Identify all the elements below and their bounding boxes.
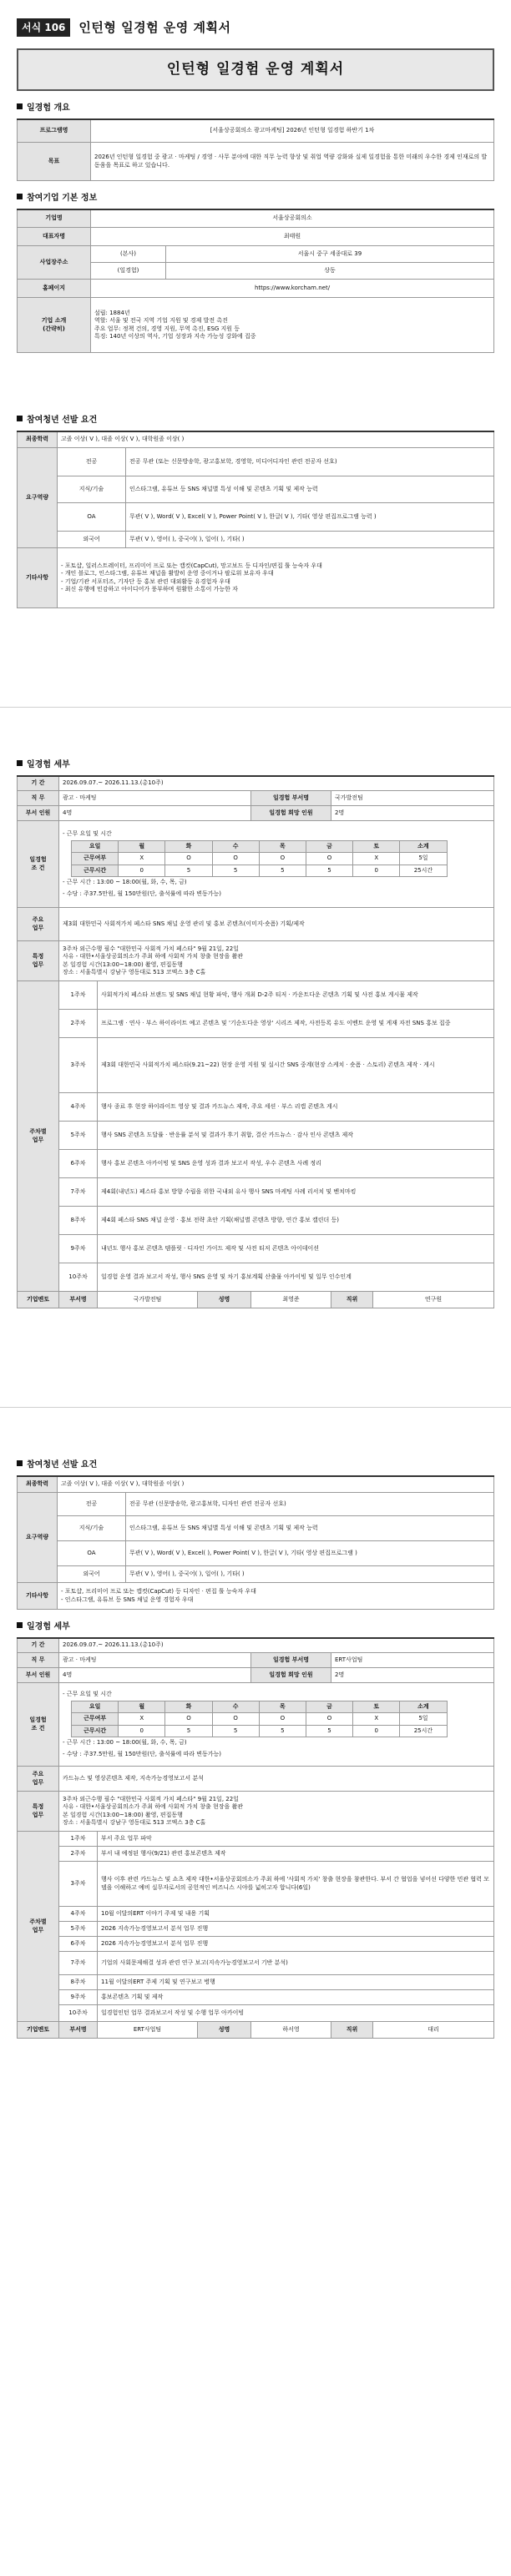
schedule-table bbox=[71, 840, 448, 877]
special-line: 장소 : 서울특별시 강남구 영동대로 513 코엑스 3층 C홀 bbox=[63, 1819, 206, 1827]
etc-line: - 기업/기관 서포터즈, 기자단 등 홍보 관련 대외활동 유경험자 우대 bbox=[61, 577, 230, 585]
etc-line: - 포토샵, 일러스트레이터, 프리미어 프로 또는 캡컷(CapCut), 망고보드 등 디자인/편집 툴 능숙자 우대 bbox=[61, 562, 322, 569]
week-label: 7주차 bbox=[59, 1952, 98, 1975]
work-cell: 5일 bbox=[400, 853, 447, 865]
hours-cell: 5 bbox=[165, 1725, 212, 1737]
day-header: 요일 bbox=[72, 840, 119, 852]
week-task: 프로그램 · 연사 · 부스 하이라이트 예고 콘텐츠 및 '기순도다운 영상' 시리즈 제작, 사전등록 유도 이벤트 운영 및 게재 자전 SNS 홍보 집중 bbox=[98, 1010, 494, 1038]
work-cell: O bbox=[306, 853, 352, 865]
day-header: 소계 bbox=[400, 1701, 447, 1712]
form-title: 인턴형 일경험 운영 계획서 bbox=[78, 19, 231, 35]
form-header bbox=[17, 18, 494, 37]
day-header: 금 bbox=[306, 840, 352, 852]
work-cell: O bbox=[212, 1713, 259, 1725]
week-label: 3주차 bbox=[59, 1038, 98, 1093]
etc-value bbox=[58, 1583, 494, 1610]
dept-value: ERT사업팀 bbox=[331, 1653, 494, 1668]
schedule-table bbox=[71, 1701, 448, 1737]
week-task: 행사 이후 관련 카드뉴스 및 쇼츠 제작 대한•서울상공회의소가 주최 하에 '사회적 가치' 창출 현장을 참관한다. 부서 간 협업을 넣어선 다양한 민관 협력 모델을 이해하고 예비 실무자로서의 공헌적인 비즈니스 시야를 넓히고자 합니다(6일) bbox=[98, 1862, 494, 1907]
section-plan-2: 일경험 세부 bbox=[17, 1621, 494, 1633]
hours-cell: 0 bbox=[353, 865, 400, 876]
cond-title: - 근무 요일 및 시간 bbox=[63, 830, 112, 838]
work-cell: X bbox=[119, 1713, 165, 1725]
week-label: 1주차 bbox=[59, 981, 98, 1010]
day-header: 수 bbox=[212, 1701, 259, 1712]
job-value: 광고 · 마케팅 bbox=[59, 1653, 251, 1668]
mentor-name-value: 하서영 bbox=[251, 2022, 331, 2039]
square-bullet-icon bbox=[17, 416, 23, 421]
week-label: 2주차 bbox=[59, 1010, 98, 1038]
day-header: 요일 bbox=[72, 1701, 119, 1712]
mentor-position-label: 직위 bbox=[331, 2022, 373, 2039]
special-line: 장소 : 서울특별시 강남구 영동대로 513 코엑스 3층 C홀 bbox=[63, 969, 206, 976]
week-task: 11월 이달의ERT 주제 기획 및 연구보고 병행 bbox=[98, 1975, 494, 1990]
plan2-table bbox=[17, 1637, 494, 2039]
section-requirements: 참여청년 선발 요건 bbox=[17, 415, 494, 426]
major-value: 전공 무관 (또는 신문방송학, 광고홍보학, 경영학, 미디어디자인 관련 전공자 선호) bbox=[126, 448, 494, 476]
week-task: 행사 SNS 콘텐츠 도달률 · 반응률 분석 및 결과가 후기 취합, 결산 카드뉴스 · 감사 인사 콘텐츠 제작 bbox=[98, 1122, 494, 1150]
week-task: 제3회 대한민국 사회적가치 페스타(9.21~22) 현장 운영 지원 및 실시간 SNS 중계(현장 스케치 · 숏폼 · 스토리) 콘텐츠 제작 · 게시 bbox=[98, 1038, 494, 1093]
etc-line: - 인스타그램, 유튜브 등 SNS 채널 운영 경험자 우대 bbox=[61, 1596, 194, 1603]
work-cell: X bbox=[353, 1713, 400, 1725]
mentor-label: 기업멘토 bbox=[18, 1292, 59, 1308]
special-line: 사유 - 대한•서울상공회의소가 주최 하에 사회적 가치 창출 현장을 촬관 bbox=[63, 1803, 244, 1811]
cond-value bbox=[59, 821, 494, 908]
work-cell: X bbox=[119, 853, 165, 865]
mentor-dept-label: 부서명 bbox=[59, 1292, 98, 1308]
week-task: 사회적가치 페스타 브랜드 및 SNS 채널 현황 파악, 행사 개최 D-2주 티저 · 카운트다운 콘텐츠 기획 및 사전 홍보 게시물 제작 bbox=[98, 981, 494, 1010]
special-value bbox=[59, 1792, 494, 1832]
lang-value: 무관( V ), 영어( ), 중국어( ), 일어( ), 기타( ) bbox=[126, 532, 494, 548]
section-overview: 일경험 개요 bbox=[17, 103, 494, 114]
section-requirements-2: 참여청년 선발 요건 bbox=[17, 1459, 494, 1471]
square-bullet-icon bbox=[17, 194, 23, 199]
etc-label: 기타사항 bbox=[18, 548, 58, 608]
hours-cell: 5 bbox=[212, 1725, 259, 1737]
row-label: 근무시간 bbox=[72, 1725, 119, 1737]
hours-cell: 5 bbox=[165, 865, 212, 876]
week-label: 4주차 bbox=[59, 1907, 98, 1922]
week-label: 3주차 bbox=[59, 1862, 98, 1907]
oa-label: OA bbox=[58, 503, 126, 532]
staff-value: 4명 bbox=[59, 806, 251, 821]
week-label: 2주차 bbox=[59, 1847, 98, 1862]
main-label: 주요 업무 bbox=[18, 1767, 59, 1792]
weekly-label: 주차별 업무 bbox=[18, 1832, 59, 2022]
hours-cell: 5 bbox=[306, 1725, 352, 1737]
intro-label: 기업 소개 (간략히) bbox=[18, 298, 91, 353]
web-label: 홈페이지 bbox=[18, 280, 91, 298]
square-bullet-icon bbox=[17, 1622, 23, 1628]
org-value: 서울상공회의소 bbox=[91, 209, 494, 228]
mentor-label: 기업멘토 bbox=[18, 2022, 59, 2039]
day-header: 목 bbox=[259, 840, 306, 852]
row-label: 근무시간 bbox=[72, 865, 119, 876]
week-task: 기업의 사회문제해결 성과 관련 연구 보고(지속가능경영보고서 기반 분석) bbox=[98, 1952, 494, 1975]
cond-note: - 근무 시간 : 13:00 ~ 18:00(월, 화, 수, 목, 금) bbox=[63, 879, 187, 886]
work-cell: O bbox=[165, 1713, 212, 1725]
week-label: 8주차 bbox=[59, 1207, 98, 1235]
dept-value: 국가발전팀 bbox=[331, 791, 494, 806]
program-label: 프로그램명 bbox=[18, 119, 91, 143]
week-task: 2026 지속가능경영보고서 분석 업무 진행 bbox=[98, 1922, 494, 1937]
work-cell: O bbox=[259, 1713, 306, 1725]
form-badge: 서식 106 bbox=[17, 18, 70, 37]
hours-cell: 0 bbox=[119, 865, 165, 876]
org-label: 기업명 bbox=[18, 209, 91, 228]
work-cell: O bbox=[165, 853, 212, 865]
mentor-name-label: 성명 bbox=[198, 1292, 251, 1308]
square-bullet-icon bbox=[17, 760, 23, 766]
week-label: 7주차 bbox=[59, 1178, 98, 1207]
hope-value: 2명 bbox=[331, 806, 494, 821]
etc-line: - 포토샵, 프리미어 프로 또는 캡컷(CapCut) 등 디자인 · 편집 툴 능숙자 우대 bbox=[61, 1588, 256, 1596]
oa-value: 무관( V ), Word( V ), Excel( ), Power Point( V ), 한글( V ), 기타( 영상 편집프로그램 ) bbox=[126, 1541, 494, 1566]
period-value: 2026.09.07.~ 2026.11.13.(총10주) bbox=[59, 1638, 494, 1653]
cond-label: 일경험 조 건 bbox=[18, 1683, 59, 1767]
overview-table bbox=[17, 118, 494, 182]
job-value: 광고 · 마케팅 bbox=[59, 791, 251, 806]
work-cell: O bbox=[212, 853, 259, 865]
etc-line: - 개인 블로그, 인스타그램, 유튜브 채널을 활발히 운영 중이거나 팔로워 보유자 우대 bbox=[61, 570, 274, 577]
work-cell: 5일 bbox=[400, 1713, 447, 1725]
week-label: 9주차 bbox=[59, 1235, 98, 1263]
special-label: 특정 업무 bbox=[18, 941, 59, 981]
company-table bbox=[17, 209, 494, 354]
week-task: 2026 지속가능경영보고서 분석 업무 진행 bbox=[98, 1937, 494, 1952]
work-cell: X bbox=[353, 853, 400, 865]
week-label: 5주차 bbox=[59, 1122, 98, 1150]
week-task: 홍보콘텐츠 기획 및 제작 bbox=[98, 1990, 494, 2005]
weekly-label: 주차별 업무 bbox=[18, 981, 59, 1292]
edu-label: 최종학력 bbox=[18, 1476, 58, 1493]
staff-value: 4명 bbox=[59, 1668, 251, 1683]
week-label: 10주차 bbox=[59, 1263, 98, 1292]
square-bullet-icon bbox=[17, 1460, 23, 1466]
week-task: 행사 홍보 콘텐츠 아카이빙 및 SNS 운영 성과 결과 보고서 작성, 우수 콘텐츠 사례 정리 bbox=[98, 1150, 494, 1178]
lang-label: 외국어 bbox=[58, 532, 126, 548]
cond-label: 일경험 조 건 bbox=[18, 821, 59, 908]
week-task: 10월 이달의ERT 이야기 주제 및 내용 기획 bbox=[98, 1907, 494, 1922]
day-header: 목 bbox=[259, 1701, 306, 1712]
hours-cell: 5 bbox=[306, 865, 352, 876]
edu-label: 최종학력 bbox=[18, 431, 58, 448]
dept-label: 일경험 부서명 bbox=[251, 1653, 331, 1668]
oa-label: OA bbox=[58, 1541, 126, 1566]
edu-value: 고졸 이상( V ), 대졸 이상( V ), 대학원졸 이상( ) bbox=[58, 431, 494, 448]
section-company: 참여기업 기본 정보 bbox=[17, 193, 494, 204]
period-label: 기 간 bbox=[18, 776, 59, 791]
period-value: 2026.09.07.~ 2026.11.13.(총10주) bbox=[59, 776, 494, 791]
requirements-table-2 bbox=[17, 1475, 494, 1611]
week-label: 6주차 bbox=[59, 1150, 98, 1178]
hours-cell: 25시간 bbox=[400, 1725, 447, 1737]
intro-value bbox=[91, 298, 494, 353]
dept-label: 일경험 부서명 bbox=[251, 791, 331, 806]
day-header: 수 bbox=[212, 840, 259, 852]
cond-note: - 수당 : 주37.5만원, 월 150만원(단, 출석률에 따라 변동가능) bbox=[63, 890, 222, 897]
week-label: 10주차 bbox=[59, 2005, 98, 2022]
etc-label: 기타사항 bbox=[18, 1583, 58, 1610]
lang-value: 무관( V ), 영어( ), 중국어( ), 일어( ), 기타( ) bbox=[126, 1566, 494, 1583]
special-label: 특정 업무 bbox=[18, 1792, 59, 1832]
cond-value bbox=[59, 1683, 494, 1767]
week-label: 1주차 bbox=[59, 1832, 98, 1847]
req-label: 요구역량 bbox=[18, 1493, 58, 1583]
mentor-dept-label: 부서명 bbox=[59, 2022, 98, 2039]
row-label: 근무여부 bbox=[72, 853, 119, 865]
week-label: 9주차 bbox=[59, 1990, 98, 2005]
intro-line: 주요 업무: 정책 건의, 경영 지원, 무역 촉진, ESG 지원 등 bbox=[94, 325, 240, 332]
hq-label: (본사) bbox=[91, 246, 166, 263]
mentor-name-label: 성명 bbox=[198, 2022, 251, 2039]
ceo-value: 최태원 bbox=[91, 228, 494, 246]
major-label: 전공 bbox=[58, 1493, 126, 1516]
square-bullet-icon bbox=[17, 103, 23, 109]
etc-value bbox=[58, 548, 494, 608]
document-page bbox=[0, 18, 511, 2039]
work-cell: O bbox=[259, 853, 306, 865]
mentor-position-value: 대리 bbox=[373, 2022, 494, 2039]
hours-cell: 0 bbox=[353, 1725, 400, 1737]
special-value bbox=[59, 941, 494, 981]
day-header: 화 bbox=[165, 1701, 212, 1712]
hours-cell: 5 bbox=[259, 865, 306, 876]
week-task: 행사 종료 후 현장 하이라이트 영상 및 결과 카드뉴스 제작, 주요 세션 · 부스 리캡 콘텐츠 게시 bbox=[98, 1093, 494, 1122]
staff-label: 부서 인원 bbox=[18, 1668, 59, 1683]
requirements-table bbox=[17, 431, 494, 609]
oa-value: 무관( V ), Word( V ), Excel( V ), Power Point( V ), 한글( V ), 기타( 영상 편집프로그램 능력 ) bbox=[126, 503, 494, 532]
period-label: 기 간 bbox=[18, 1638, 59, 1653]
week-label: 6주차 bbox=[59, 1937, 98, 1952]
ceo-label: 대표자명 bbox=[18, 228, 91, 246]
week-label: 5주차 bbox=[59, 1922, 98, 1937]
goal-label: 목표 bbox=[18, 143, 91, 181]
skill-label: 지식/기술 bbox=[58, 1516, 126, 1541]
day-header: 토 bbox=[353, 1701, 400, 1712]
cond-title: - 근무 요일 및 시간 bbox=[63, 1691, 112, 1698]
work-site-label: (일경험) bbox=[91, 263, 166, 280]
week-task: 부서 주요 업무 파악 bbox=[98, 1832, 494, 1847]
week-task: 내년도 행사 홍보 콘텐츠 템플릿 · 디자인 가이드 제작 및 사전 티저 콘텐츠 아이데이션 bbox=[98, 1235, 494, 1263]
week-task: 일경험 운영 결과 보고서 작성, 행사 SNS 운영 및 차기 홍보계획 산출물 아카이빙 및 일무 인수인계 bbox=[98, 1263, 494, 1292]
cond-note: - 수당 : 주37.5만원, 월 150만원(단, 출석률에 따라 변동가능) bbox=[63, 1750, 222, 1757]
edu-value: 고졸 이상( V ), 대졸 이상( V ), 대학원졸 이상( ) bbox=[58, 1476, 494, 1493]
intro-line: 설립: 1884년 bbox=[94, 309, 130, 316]
intro-line: 특징: 140년 이상의 역사, 기업 성장과 지속 가능성 강화에 집중 bbox=[94, 333, 256, 340]
day-header: 월 bbox=[119, 1701, 165, 1712]
special-line: 본 일경험 시간(13:00~18:00) 촬영, 편집동행 bbox=[63, 960, 183, 968]
req-label: 요구역량 bbox=[18, 448, 58, 548]
special-line: 사유 - 대한•서울상공회의소가 주최 하에 사회적 가치 창출 현장을 촬관 bbox=[63, 953, 244, 960]
hours-cell: 5 bbox=[259, 1725, 306, 1737]
row-label: 근무여부 bbox=[72, 1713, 119, 1725]
mentor-dept-value: ERT사업팀 bbox=[98, 2022, 198, 2039]
doc-title: 인턴형 일경험 운영 계획서 bbox=[17, 48, 494, 91]
cond-note: - 근무 시간 : 13:00 ~ 18:00(월, 화, 수, 목, 금) bbox=[63, 1739, 187, 1747]
work-cell: O bbox=[306, 1713, 352, 1725]
week-label: 8주차 bbox=[59, 1975, 98, 1990]
goal-value: 2026년 인턴형 일경험 중 광고 · 마케팅 / 경영 · 사무 분야에 대한 직무 능력 향상 및 취업 역량 강화와 실제 일경험을 통한 미래의 우수한 경제 인재로의 발돋움을 목표로 하고 있습니다. bbox=[91, 143, 494, 181]
special-line: 3주차 외근수행 필수 "대한민국 사회적 가치 페스타" 9월 21일, 22일 bbox=[63, 1795, 239, 1802]
plan1-table bbox=[17, 775, 494, 1309]
week-label: 4주차 bbox=[59, 1093, 98, 1122]
staff-label: 부서 인원 bbox=[18, 806, 59, 821]
skill-value: 인스타그램, 유튜브 등 SNS 채널별 특성 이해 및 콘텐츠 기획 및 제작 능력 bbox=[126, 476, 494, 503]
hours-cell: 0 bbox=[119, 1725, 165, 1737]
major-label: 전공 bbox=[58, 448, 126, 476]
lang-label: 외국어 bbox=[58, 1566, 126, 1583]
day-header: 소계 bbox=[400, 840, 447, 852]
job-label: 직 무 bbox=[18, 791, 59, 806]
day-header: 월 bbox=[119, 840, 165, 852]
program-value: [서울상공회의소 광고마케팅] 2026년 인턴형 일경험 하반기 1차 bbox=[91, 119, 494, 143]
mentor-position-label: 직위 bbox=[331, 1292, 373, 1308]
hope-label: 일경험 희망 인원 bbox=[251, 806, 331, 821]
week-task: 부서 내 예정된 행사(9/21) 관련 홍보콘텐츠 제작 bbox=[98, 1847, 494, 1862]
job-label: 직 무 bbox=[18, 1653, 59, 1668]
day-header: 토 bbox=[353, 840, 400, 852]
hq-value: 서울시 중구 세종대로 39 bbox=[166, 246, 494, 263]
work-site-value: 상동 bbox=[166, 263, 494, 280]
main-label: 주요 업무 bbox=[18, 908, 59, 941]
hope-value: 2명 bbox=[331, 1668, 494, 1683]
mentor-position-value: 연구원 bbox=[373, 1292, 494, 1308]
mentor-dept-value: 국가발전팀 bbox=[98, 1292, 198, 1308]
skill-label: 지식/기술 bbox=[58, 476, 126, 503]
week-task: 제4회 페스타 SNS 채널 운영 · 홍보 전략 초안 기획(채널별 콘텐츠 방향, 연간 홍보 캘린더 등) bbox=[98, 1207, 494, 1235]
intro-line: 역할: 서울 및 전국 지역 기업 지원 및 경제 발전 촉진 bbox=[94, 317, 228, 325]
main-value: 카드뉴스 및 영상콘텐츠 제작, 지속가능경영보고서 분석 bbox=[59, 1767, 494, 1792]
site-label: 사업장주소 bbox=[18, 246, 91, 280]
hours-cell: 5 bbox=[212, 865, 259, 876]
etc-line: - 최신 유행에 민감하고 아이디어가 풍부하며 원활한 소통이 가능한 자 bbox=[61, 586, 238, 593]
special-line: 3주차 외근수행 필수 "대한민국 사회적 가치 페스타" 9월 21일, 22일 bbox=[63, 945, 239, 952]
week-task: 제4회(내년도) 페스타 홍보 방향 수립을 위한 국내외 유사 행사 SNS 마케팅 사례 리서치 및 벤치마킹 bbox=[98, 1178, 494, 1207]
hope-label: 일경험 희망 인원 bbox=[251, 1668, 331, 1683]
week-task: 일경험인턴 업무 결과보고서 작성 및 수행 업무 아카이빙 bbox=[98, 2005, 494, 2022]
day-header: 금 bbox=[306, 1701, 352, 1712]
special-line: 본 일경험 시간(13:00~18:00) 촬영, 편집동행 bbox=[63, 1811, 183, 1818]
day-header: 화 bbox=[165, 840, 212, 852]
skill-value: 인스타그램, 유튜브 등 SNS 채널별 특성 이해 및 콘텐츠 기획 및 제작 능력 bbox=[126, 1516, 494, 1541]
main-value: 제3회 대한민국 사회적가치 페스타 SNS 채널 운영 관리 및 홍보 콘텐츠(이미지·숏폼) 기획/제작 bbox=[59, 908, 494, 941]
hours-cell: 25시간 bbox=[400, 865, 447, 876]
section-plan-1: 일경험 세부 bbox=[17, 759, 494, 771]
web-value[interactable]: https://www.korcham.net/ bbox=[91, 280, 494, 298]
mentor-name-value: 최영준 bbox=[251, 1292, 331, 1308]
major-value: 전공 무관 (신문방송학, 광고홍보학, 디자인 관련 전공자 선호) bbox=[126, 1493, 494, 1516]
